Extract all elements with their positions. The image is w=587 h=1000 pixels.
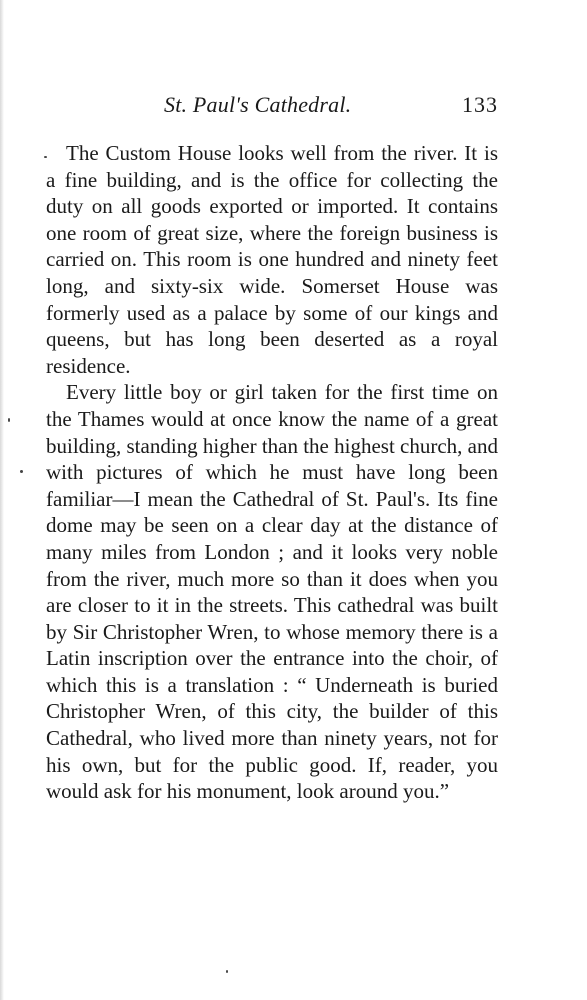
running-title: St. Paul's Cathedral. [164,92,352,117]
paragraph-custom-house: The Custom House looks well from the river. It is a fine building, and is the office for collecting the duty on all goods exported or imported. It contains one room of great size, where the foreign business is carried on. This room is one hundred and ninety feet long, and sixty-six wide. Somerset House was formerly used as a palace by some of our kings and queens, but has long been deserted as a royal residence. [46,141,498,378]
paragraph-st-pauls: Every little boy or girl taken for the first time on the Thames would at once know the name of a great building, standing higher than the highest church, and with pictures of which he must have long been familiar—I mean the Cathedral of St. Paul's. Its fine dome may be seen on a clear day at the distance of many miles from London ; and it looks very noble from the river, much more so than it does when you are closer to it in the streets. This cathedral was built by Sir Christopher Wren, to whose memory there is a Latin inscription over the entrance into the choir, of which this is a translation : “ Underneath is buried Christopher Wren, of this city, the builder of this Cathedral, who lived more than ninety years, not for his own, but for the public good. If, reader, you would ask for his monument, look around you.” [46,380,498,804]
ink-speck [44,156,47,158]
page-edge-shadow [0,0,4,1000]
body-text [46,140,498,805]
page-header [46,92,498,122]
page-number: 133 [462,92,498,117]
ink-speck [20,470,23,473]
ink-speck [226,970,228,973]
ink-speck [8,418,10,422]
